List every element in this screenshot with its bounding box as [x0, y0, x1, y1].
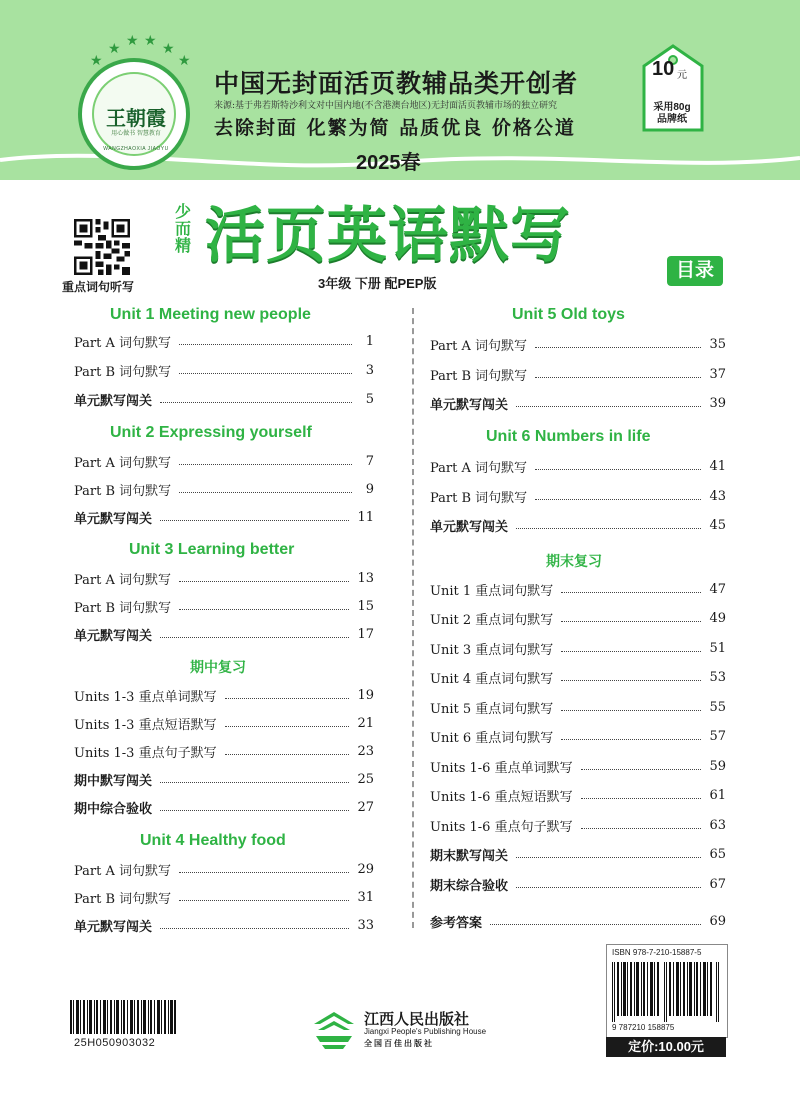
toc-entry-page: 53 [709, 669, 726, 685]
star-icon: ★ [90, 52, 103, 68]
toc-entry-page: 25 [357, 771, 374, 787]
toc-leader [581, 798, 702, 799]
toc-leader [561, 680, 701, 681]
toc-entry-label: 期末综合验收 [430, 877, 509, 893]
toc-entry-page: 3 [365, 362, 374, 378]
toc-leader [225, 754, 350, 755]
toc-entry-page: 49 [709, 610, 726, 626]
toc-leader [516, 887, 701, 888]
toc-entry-page: 1 [365, 333, 374, 349]
toc-leader [179, 872, 349, 873]
toc-entry[interactable] [74, 859, 374, 879]
toc-entry-page: 51 [709, 640, 726, 656]
toc-leader [516, 857, 701, 858]
toc-entry-page: 41 [709, 458, 726, 474]
brand-logo-roman: WANGZHAOXIA JIAOYU [103, 146, 169, 152]
toc-entry-label: Part B 词句默写 [430, 368, 528, 384]
star-icon: ★ [126, 32, 139, 48]
left-barcode [70, 1000, 176, 1034]
toc-section-title: 期中复习 [190, 659, 246, 675]
toc-entry-label: 参考答案 [430, 914, 483, 930]
toc-unit-title: Unit 2 Expressing yourself [110, 424, 312, 441]
toc-entry-label: 单元默写闯关 [74, 918, 153, 934]
toc-entry-label: 期末默写闯关 [430, 847, 509, 863]
toc-leader [179, 609, 349, 610]
toc-entry[interactable] [74, 479, 374, 499]
toc-entry[interactable] [430, 486, 726, 506]
toc-entry[interactable] [430, 456, 726, 476]
toc-unit-title: Unit 5 Old toys [512, 306, 625, 323]
toc-entry[interactable] [74, 685, 374, 705]
toc-entry[interactable] [74, 769, 374, 789]
toc-unit-title: Unit 1 Meeting new people [110, 306, 311, 323]
toc-entry-label: 单元默写闯关 [430, 396, 509, 412]
publisher-name: 江西人民出版社 [364, 1010, 470, 1028]
toc-entry[interactable] [430, 638, 726, 658]
toc-entry-label: Part B 词句默写 [430, 490, 528, 506]
toc-entry-page: 17 [357, 626, 374, 642]
edition-info: 3年级 下册 配PEP版 [318, 276, 437, 291]
toc-entry-label: Part A 词句默写 [74, 455, 172, 471]
toc-entry-page: 47 [709, 581, 726, 597]
toc-entry[interactable] [74, 624, 374, 644]
toc-entry[interactable] [74, 713, 374, 733]
toc-entry[interactable] [430, 756, 726, 776]
star-icon: ★ [108, 40, 121, 56]
toc-leader [561, 651, 701, 652]
toc-entry-label: Part B 词句默写 [74, 364, 172, 380]
toc-leader [225, 726, 350, 727]
toc-leader [561, 710, 701, 711]
toc-entry[interactable] [430, 697, 726, 717]
toc-entry[interactable] [74, 797, 374, 817]
toc-entry-label: Unit 3 重点词句默写 [430, 642, 554, 658]
qr-caption: 重点词句听写 [62, 280, 135, 294]
toc-entry-label: 单元默写闯关 [74, 392, 153, 408]
toc-leader [535, 347, 701, 348]
toc-leader [581, 828, 702, 829]
toc-entry-label: Unit 2 重点词句默写 [430, 612, 554, 628]
toc-entry[interactable] [430, 608, 726, 628]
toc-entry-label: Part A 词句默写 [74, 335, 172, 351]
toc-entry-page: 9 [365, 481, 374, 497]
publisher-name-en: Jiangxi People's Publishing House [364, 1027, 487, 1036]
toc-entry-label: Part A 词句默写 [74, 572, 172, 588]
brand-logo [78, 58, 190, 170]
column-divider [412, 308, 414, 928]
toc-entry-label: Part A 词句默写 [430, 460, 528, 476]
toc-entry-label: 单元默写闯关 [74, 510, 153, 526]
source-note: 来源:基于弗若斯特沙利文对中国内地(不含港澳台地区)无封面活页教辅市场的独立研究 [214, 101, 558, 111]
toc-entry-page: 5 [365, 391, 374, 407]
title-prefix-text: 少而精 [174, 204, 191, 255]
toc-entry-label: Units 1-6 重点句子默写 [430, 819, 573, 835]
toc-unit-title: Unit 6 Numbers in life [486, 428, 651, 445]
toc-entry-page: 29 [357, 861, 374, 877]
toc-leader [179, 581, 349, 582]
paper-note [644, 102, 700, 126]
toc-unit-title: Unit 4 Healthy food [140, 832, 286, 849]
toc-entry-label: 单元默写闯关 [430, 518, 509, 534]
star-icon: ★ [144, 32, 157, 48]
toc-entry-page: 55 [709, 699, 726, 715]
toc-entry[interactable] [74, 596, 374, 616]
toc-entry-page: 63 [709, 817, 726, 833]
toc-entry[interactable] [430, 874, 726, 894]
toc-leader [561, 739, 701, 740]
toc-section-title: 期末复习 [546, 553, 602, 569]
toc-leader [160, 810, 349, 811]
qr-code[interactable] [74, 219, 130, 275]
toc-leader [535, 469, 701, 470]
brand-logo-tagline: 用心做书 智慧教育 [111, 131, 161, 137]
toc-entry-label: Part B 词句默写 [74, 891, 172, 907]
toc-entry-label: Part A 词句默写 [74, 863, 172, 879]
toc-leader [535, 499, 701, 500]
toc-entry-label: Units 1-3 重点句子默写 [74, 745, 217, 761]
toc-leader [225, 698, 350, 699]
toc-entry[interactable] [74, 451, 374, 471]
toc-entry-label: Units 1-6 重点短语默写 [430, 789, 573, 805]
toc-entry-page: 33 [357, 917, 374, 933]
toc-leader [516, 528, 701, 529]
toc-entry-page: 59 [709, 758, 726, 774]
toc-badge: 目录 [667, 256, 723, 286]
toc-entry-page: 23 [357, 743, 374, 759]
toc-unit-title: Unit 3 Learning better [129, 541, 295, 558]
publisher-logo-icon [310, 1004, 358, 1052]
toc-entry[interactable] [74, 915, 374, 935]
toc-entry[interactable] [430, 667, 726, 687]
toc-entry[interactable] [74, 507, 374, 527]
toc-entry[interactable] [430, 393, 726, 413]
toc-leader [160, 928, 349, 929]
brand-logo-inner [92, 72, 176, 156]
toc-leader [179, 900, 349, 901]
left-barcode-number: 25H050903032 [74, 1037, 156, 1049]
toc-entry-page: 31 [357, 889, 374, 905]
page-title: 活页英语默写 [205, 202, 571, 269]
slogan: 中国无封面活页教辅品类开创者 [214, 70, 579, 98]
title-prefix [170, 204, 196, 255]
toc-entry-label: Units 1-3 重点短语默写 [74, 717, 217, 733]
toc-entry-page: 67 [709, 876, 726, 892]
toc-entry-page: 11 [357, 509, 374, 525]
toc-entry[interactable] [74, 389, 374, 409]
toc-leader [179, 373, 352, 374]
toc-leader [581, 769, 702, 770]
toc-leader [179, 492, 352, 493]
toc-entry[interactable] [430, 515, 726, 535]
toc-leader [160, 782, 349, 783]
toc-entry[interactable] [430, 334, 726, 354]
toc-entry-page: 15 [357, 598, 374, 614]
star-icon: ★ [178, 52, 191, 68]
toc-entry-page: 61 [709, 787, 726, 803]
toc-entry-page: 21 [357, 715, 374, 731]
toc-entry-page: 13 [357, 570, 374, 586]
toc-entry[interactable] [430, 579, 726, 599]
toc-leader [160, 402, 352, 403]
toc-entry-page: 69 [709, 913, 726, 929]
toc-entry[interactable] [430, 844, 726, 864]
toc-leader [561, 621, 701, 622]
toc-leader [179, 464, 352, 465]
toc-entry[interactable] [74, 568, 374, 588]
toc-entry-label: Units 1-6 重点单词默写 [430, 760, 573, 776]
toc-entry-page: 7 [365, 453, 374, 469]
toc-entry-page: 45 [709, 517, 726, 533]
toc-entry-label: Unit 5 重点词句默写 [430, 701, 554, 717]
toc-leader [160, 637, 349, 638]
toc-entry-label: Part B 词句默写 [74, 483, 172, 499]
toc-entry[interactable] [74, 331, 374, 351]
toc-entry[interactable] [74, 741, 374, 761]
isbn-barcode [612, 962, 720, 1022]
toc-leader [179, 344, 352, 345]
toc-entry-label: Part B 词句默写 [74, 600, 172, 616]
toc-entry-answers[interactable] [430, 911, 726, 931]
publisher-tagline: 全国百佳出版社 [364, 1039, 434, 1048]
paper-note-line1: 采用80g [653, 102, 691, 113]
paper-note-line2: 品牌纸 [657, 114, 687, 125]
toc-entry-label: Unit 1 重点词句默写 [430, 583, 554, 599]
toc-entry-label: Unit 4 重点词句默写 [430, 671, 554, 687]
toc-entry[interactable] [74, 887, 374, 907]
toc-leader [516, 406, 701, 407]
toc-entry-page: 65 [709, 846, 726, 862]
toc-entry-page: 19 [357, 687, 374, 703]
toc-entry-page: 37 [709, 366, 726, 382]
price-tag-amount: 10 [652, 58, 675, 80]
star-icon: ★ [162, 40, 175, 56]
toc-entry-label: Units 1-3 重点单词默写 [74, 689, 217, 705]
season-label: 2025春 [356, 152, 421, 174]
toc-entry[interactable] [430, 364, 726, 384]
price-label: 定价:10.00元 [606, 1037, 726, 1057]
toc-entry[interactable] [430, 726, 726, 746]
toc-entry-label: 期中默写闯关 [74, 772, 153, 788]
brand-logo-name: 王朝霞 [106, 106, 166, 130]
toc-entry[interactable] [430, 815, 726, 835]
toc-entry-label: 单元默写闯关 [74, 627, 153, 643]
toc-entry-page: 27 [357, 799, 374, 815]
toc-entry-page: 35 [709, 336, 726, 352]
motto: 去除封面 化繁为简 品质优良 价格公道 [214, 117, 576, 139]
toc-entry-page: 39 [709, 395, 726, 411]
isbn-digits: 9 787210 158875 [612, 1023, 675, 1032]
isbn-text: ISBN 978-7-210-15887-5 [612, 948, 702, 957]
toc-leader [490, 924, 701, 925]
toc-leader [160, 520, 349, 521]
toc-entry-page: 43 [709, 488, 726, 504]
toc-leader [535, 377, 701, 378]
toc-entry-label: Part A 词句默写 [430, 338, 528, 354]
price-tag-unit: 元 [677, 70, 687, 81]
toc-entry-page: 57 [709, 728, 726, 744]
toc-entry[interactable] [74, 360, 374, 380]
toc-entry[interactable] [430, 785, 726, 805]
toc-leader [561, 592, 701, 593]
toc-entry-label: 期中综合验收 [74, 800, 153, 816]
toc-entry-label: Unit 6 重点词句默写 [430, 730, 554, 746]
